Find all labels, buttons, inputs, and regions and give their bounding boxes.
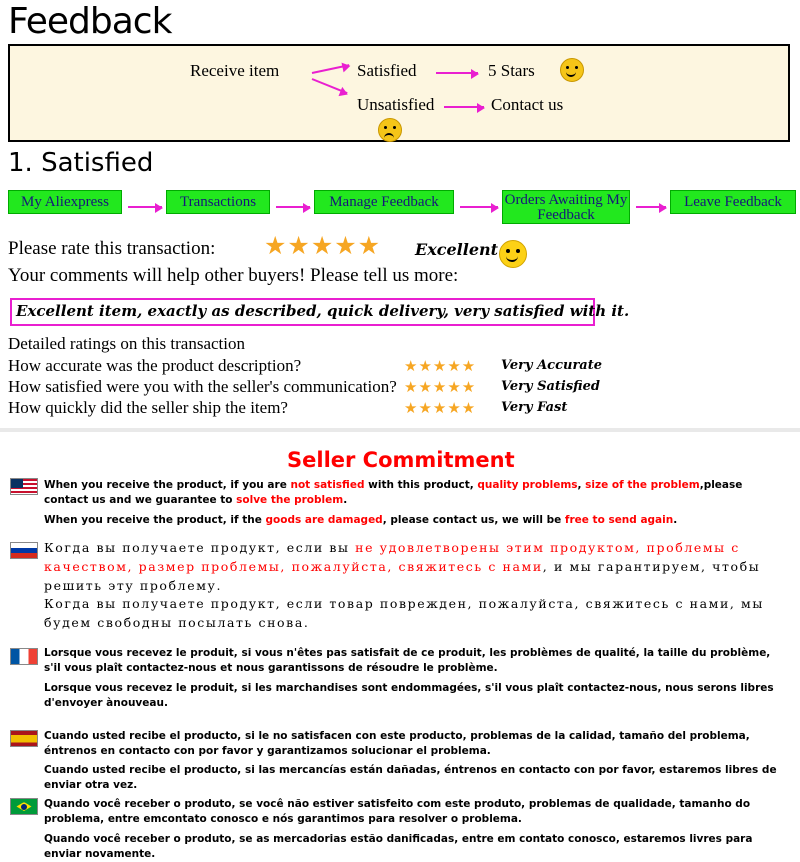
arrow-step-1-2 (128, 206, 162, 208)
step-leave-feedback[interactable]: Leave Feedback (670, 190, 796, 214)
question-accuracy-stars[interactable]: ★★★★★ (404, 359, 477, 375)
ru-p1-a: Когда вы получаете продукт, если вы (44, 540, 356, 555)
step-manage-feedback[interactable]: Manage Feedback (314, 190, 454, 214)
rating-word-label: Excellent (415, 240, 499, 259)
arrow-step-2-3 (276, 206, 310, 208)
flow-satisfied: Satisfied (357, 61, 417, 80)
smiley-face-icon (560, 58, 584, 82)
commitment-english-p1 (44, 478, 786, 508)
flow-unsatisfied: Unsatisfied (357, 95, 435, 114)
arrow-satisfied-to-stars (436, 72, 478, 74)
en-p1-red2: quality problems (477, 479, 578, 491)
en-p2-red1: goods are damaged (265, 514, 383, 526)
step-my-aliexpress[interactable]: My Aliexpress (8, 190, 122, 214)
en-p1-c: , (577, 479, 586, 491)
commitment-spanish-p1: Cuando usted recibe el producto, si le no satisfacen con este producto, problemas de la calidad, tamaño del problema, éntrenos en contacto con por favor y garantizamos solucionar el problema. (44, 730, 750, 757)
commitment-portuguese-p2: Quando você receber o produto, se as mercadorias estão danificadas, entre em contato conosco, estaremos livres para enviar novamente. (44, 833, 753, 860)
en-p1-red4: solve the problem (236, 494, 344, 506)
step-orders-awaiting-my-feedback[interactable]: Orders Awaiting My Feedback (502, 190, 630, 224)
arrow-step-4-5 (636, 206, 666, 208)
question-accuracy: How accurate was the product description? (8, 356, 302, 375)
page-title: Feedback (8, 1, 172, 42)
en-p1-b: with this product, (364, 479, 478, 491)
frowning-face-icon (378, 118, 402, 142)
question-communication: How satisfied were you with the seller's communication? (8, 377, 397, 396)
us-flag-icon (10, 478, 38, 495)
happy-face-icon (499, 240, 527, 268)
question-shipping-speed-label: Very Fast (501, 400, 568, 415)
en-p2-a: When you receive the product, if the (44, 514, 266, 526)
en-p2-red2: free to send again (564, 514, 674, 526)
commitment-english-p2 (44, 513, 786, 528)
commitment-spanish-p2: Cuando usted recibe el producto, si las mercancías están dañadas, éntrenos en contacto con por favor, estaremos libres de enviar otra vez. (44, 764, 777, 791)
commitment-russian-p2: Когда вы получаете продукт, если товар поврежден, пожалуйста, свяжитесь с нами, мы будем свободны посылать снова. (44, 596, 764, 630)
russia-flag-icon (10, 542, 38, 559)
comments-prompt: Your comments will help other buyers! Please tell us more: (8, 265, 459, 286)
question-communication-label: Very Satisfied (501, 379, 600, 394)
rate-transaction-label: Please rate this transaction: (8, 238, 216, 259)
steps-flow-row (4, 190, 796, 224)
en-p2-c: . (673, 514, 678, 526)
step-transactions[interactable]: Transactions (166, 190, 270, 214)
brazil-flag-icon (10, 798, 38, 815)
transaction-star-rating[interactable]: ★★★★★ (264, 233, 382, 260)
en-p2-b: , please contact us, we will be (382, 514, 565, 526)
question-communication-stars[interactable]: ★★★★★ (404, 380, 477, 396)
france-flag-icon (10, 648, 38, 665)
en-p1-a: When you receive the product, if you are (44, 479, 291, 491)
section-divider (0, 428, 800, 432)
flow-receive-item: Receive item (190, 61, 280, 80)
detailed-ratings-title: Detailed ratings on this transaction (8, 334, 245, 353)
seller-commitment-title: Seller Commitment (287, 448, 515, 472)
flow-5-stars: 5 Stars (488, 61, 535, 80)
ru-p1-red: не удовлетворены этим продуктом, проблемы с качеством, размер проблемы, пожалуйста, свяжитесь с нами (44, 540, 740, 574)
arrow-step-3-4 (460, 206, 498, 208)
ru-p1-b: , и мы гарантируем, чтобы решить эту проблему. (44, 559, 761, 593)
flow-contact-us: Contact us (491, 95, 564, 114)
en-p1-red1: not satisfied (290, 479, 365, 491)
question-accuracy-label: Very Accurate (501, 358, 603, 373)
arrow-unsatisfied-to-contact (444, 106, 484, 108)
commitment-portuguese-p1: Quando você receber o produto, se você não estiver satisfeito com este produto, problemas de qualidade, tamanho do problema, entre emcontato conosco e nós garantimos para resolver o problema. (44, 798, 751, 825)
commitment-russian-p1 (44, 538, 790, 595)
section-1-title: 1. Satisfied (8, 148, 154, 178)
commitment-french-p1: Lorsque vous recevez le produit, si vous n'êtes pas satisfait de ce produit, les problèmes de qualité, la taille du problème, s'il vous plaît contactez-nous et nous garantissons de résoudre le problème. (44, 647, 771, 674)
en-p1-e: . (343, 494, 348, 506)
en-p1-d: ,please contact us and we guarantee to (44, 479, 743, 506)
comment-value: Excellent item, exactly as described, quick delivery, very satisfied with it. (16, 302, 630, 320)
spain-flag-icon (10, 730, 38, 747)
question-shipping-speed-stars[interactable]: ★★★★★ (404, 401, 477, 417)
question-shipping-speed: How quickly did the seller ship the item? (8, 398, 288, 417)
en-p1-red3: size of the problem (585, 479, 700, 491)
commitment-french-p2: Lorsque vous recevez le produit, si les marchandises sont endommagées, s'il vous plaît contactez-nous, nous serons libres d'envoyer ànouveau. (44, 682, 774, 709)
